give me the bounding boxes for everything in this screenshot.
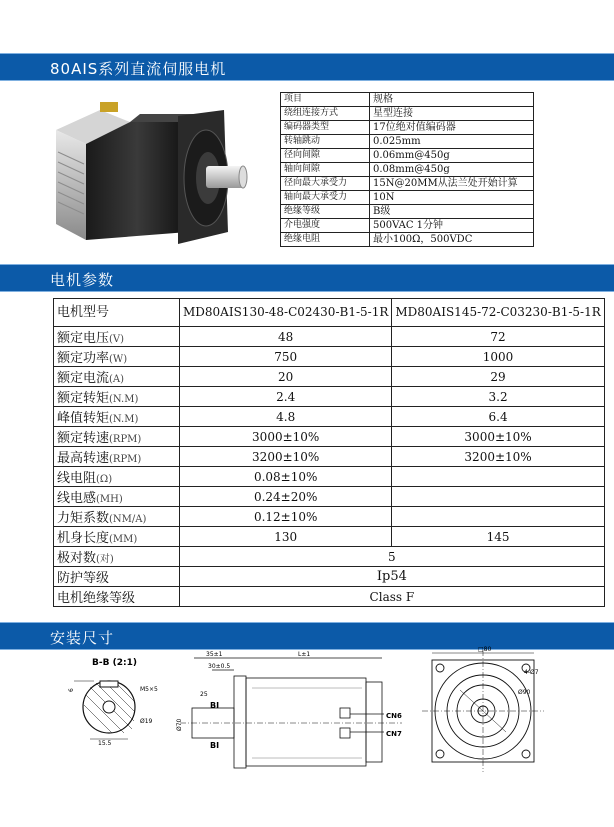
dim-m5: M5×5 [140, 686, 158, 693]
param-unit: (W) [109, 354, 128, 365]
param-label [54, 527, 180, 547]
param-unit: (MM) [109, 534, 138, 545]
dim-80: □80 [478, 646, 492, 653]
spec-row [281, 121, 534, 135]
param-unit: (N.M) [109, 414, 139, 425]
param-name: 峰值转矩 [57, 411, 110, 426]
dim-6: 6 [68, 688, 75, 692]
param-unit: (RPM) [109, 434, 142, 445]
spec-value: 0.025mm [370, 135, 534, 149]
param-unit: (RPM) [109, 454, 142, 465]
model-1: MD80AIS130-48-C02430-B1-5-1R [180, 299, 392, 327]
param-value-m1: 3000±10% [180, 427, 392, 447]
install-heading: 安装尺寸 [50, 629, 115, 647]
spec-row [281, 163, 534, 177]
param-name: 额定转矩 [57, 391, 110, 406]
param-row [54, 467, 605, 487]
spec-key: 绕组连接方式 [281, 107, 370, 121]
dim-25: 25 [200, 691, 208, 698]
param-value-m1: 0.24±20% [180, 487, 392, 507]
dim-30: 30±0.5 [208, 663, 231, 670]
param-value-m2: 3200±10% [392, 447, 604, 467]
spec-row [281, 135, 534, 149]
param-label [54, 587, 180, 607]
param-unit: (V) [109, 334, 125, 345]
param-row [54, 507, 605, 527]
param-name: 额定电压 [57, 331, 110, 346]
dim-90: Ø90 [518, 689, 531, 696]
page-title: 80AIS系列直流伺服电机 [50, 60, 227, 78]
param-label [54, 347, 180, 367]
dim-l: L±1 [298, 651, 311, 658]
dim-holes: 4-Ø7 [524, 669, 539, 676]
spec-key: 轴向间隙 [281, 163, 370, 177]
params-band [0, 264, 614, 292]
model-2: MD80AIS145-72-C03230-B1-5-1R [392, 299, 604, 327]
param-value-m2 [392, 467, 604, 487]
spec-row [281, 93, 534, 107]
spec-value: 15N@20MM从法兰处开始计算 [370, 177, 534, 191]
param-name: 最高转速 [57, 451, 110, 466]
dim-70: Ø70 [176, 718, 183, 731]
spec-value: 星型连接 [370, 107, 534, 121]
spec-value: B级 [370, 205, 534, 219]
param-name: 极对数 [57, 551, 97, 566]
dim-35: 35±1 [206, 651, 223, 658]
spec-key: 轴向最大承受力 [281, 191, 370, 205]
spec-key: 径向最大承受力 [281, 177, 370, 191]
param-row [54, 347, 605, 367]
section-label: B-B (2:1) [92, 658, 137, 668]
param-value-m1: 750 [180, 347, 392, 367]
model-label: 电机型号 [54, 299, 180, 327]
spec-key: 绝缘电阻 [281, 233, 370, 247]
param-unit: (Ω) [96, 474, 113, 485]
param-row [54, 327, 605, 347]
spec-table [280, 92, 534, 247]
param-value-m1: 48 [180, 327, 392, 347]
param-value-m2: 145 [392, 527, 604, 547]
param-value-m2: 3.2 [392, 387, 604, 407]
cn7-label: CN7 [386, 730, 402, 738]
spec-row [281, 149, 534, 163]
section-drawing [64, 655, 174, 750]
param-value-m2 [392, 507, 604, 527]
title-band [0, 53, 614, 81]
spec-value: 17位绝对值编码器 [370, 121, 534, 135]
spec-row [281, 233, 534, 247]
param-label [54, 567, 180, 587]
param-value-m2: 29 [392, 367, 604, 387]
param-row [54, 367, 605, 387]
front-view-drawing [420, 646, 550, 776]
param-value-m1: 130 [180, 527, 392, 547]
param-label [54, 387, 180, 407]
param-label [54, 327, 180, 347]
spec-value: 10N [370, 191, 534, 205]
param-value-m2: 6.4 [392, 407, 604, 427]
param-value-m2: 72 [392, 327, 604, 347]
param-value-m1: 2.4 [180, 387, 392, 407]
param-name: 额定功率 [57, 351, 110, 366]
param-label [54, 507, 180, 527]
param-label [54, 467, 180, 487]
param-row [54, 527, 605, 547]
params-heading: 电机参数 [50, 271, 115, 289]
spec-value: 最小100Ω，500VDC [370, 233, 534, 247]
param-unit: (A) [109, 374, 125, 385]
param-value-m2: 3000±10% [392, 427, 604, 447]
param-row-merged [54, 547, 605, 567]
param-name: 防护等级 [57, 571, 110, 586]
spec-key: 转轴跳动 [281, 135, 370, 149]
param-row-merged [54, 587, 605, 607]
param-value-merged: Class F [180, 587, 605, 607]
spec-value: 500VAC 1分钟 [370, 219, 534, 233]
spec-row [281, 177, 534, 191]
param-value-m1: 20 [180, 367, 392, 387]
bi-label-bottom: BI [210, 741, 220, 750]
param-row [54, 427, 605, 447]
spec-value: 0.06mm@450g [370, 149, 534, 163]
param-row-merged [54, 567, 605, 587]
spec-row [281, 219, 534, 233]
params-header-row [54, 299, 605, 327]
spec-key: 径向间隙 [281, 149, 370, 163]
spec-key: 绝缘等级 [281, 205, 370, 219]
param-value-m1: 0.12±10% [180, 507, 392, 527]
param-name: 额定转速 [57, 431, 110, 446]
param-value-m1: 4.8 [180, 407, 392, 427]
param-name: 额定电流 [57, 371, 110, 386]
bi-label-top: BI [210, 701, 220, 710]
param-name: 电机绝缘等级 [57, 591, 136, 606]
dim-15: 15.5 [98, 740, 112, 747]
cn6-label: CN6 [386, 712, 402, 720]
param-name: 线电阻 [57, 471, 97, 486]
param-value-m1: 0.08±10% [180, 467, 392, 487]
spec-key: 项目 [281, 93, 370, 107]
param-row [54, 447, 605, 467]
param-value-merged: 5 [180, 547, 605, 567]
param-label [54, 427, 180, 447]
param-row [54, 487, 605, 507]
param-label [54, 447, 180, 467]
spec-row [281, 107, 534, 121]
param-label [54, 407, 180, 427]
param-unit: (N.M) [109, 394, 139, 405]
spec-key: 介电强度 [281, 219, 370, 233]
spec-row [281, 191, 534, 205]
param-name: 机身长度 [57, 531, 110, 546]
param-unit: (对) [96, 554, 114, 565]
param-value-m2: 1000 [392, 347, 604, 367]
spec-value: 0.08mm@450g [370, 163, 534, 177]
param-label [54, 367, 180, 387]
spec-row [281, 205, 534, 219]
param-value-merged: Ip54 [180, 567, 605, 587]
param-row [54, 387, 605, 407]
params-table [53, 298, 605, 607]
spec-key: 编码器类型 [281, 121, 370, 135]
motor-image [38, 92, 248, 260]
param-name: 线电感 [57, 491, 97, 506]
spec-value: 规格 [370, 93, 534, 107]
param-name: 力矩系数 [57, 511, 110, 526]
dim-19: Ø19 [140, 718, 153, 725]
param-row [54, 407, 605, 427]
param-label [54, 487, 180, 507]
param-unit: (NM/A) [109, 514, 147, 525]
side-view-drawing [172, 648, 412, 778]
param-label [54, 547, 180, 567]
param-value-m1: 3200±10% [180, 447, 392, 467]
param-value-m2 [392, 487, 604, 507]
param-unit: (MH) [96, 494, 123, 505]
